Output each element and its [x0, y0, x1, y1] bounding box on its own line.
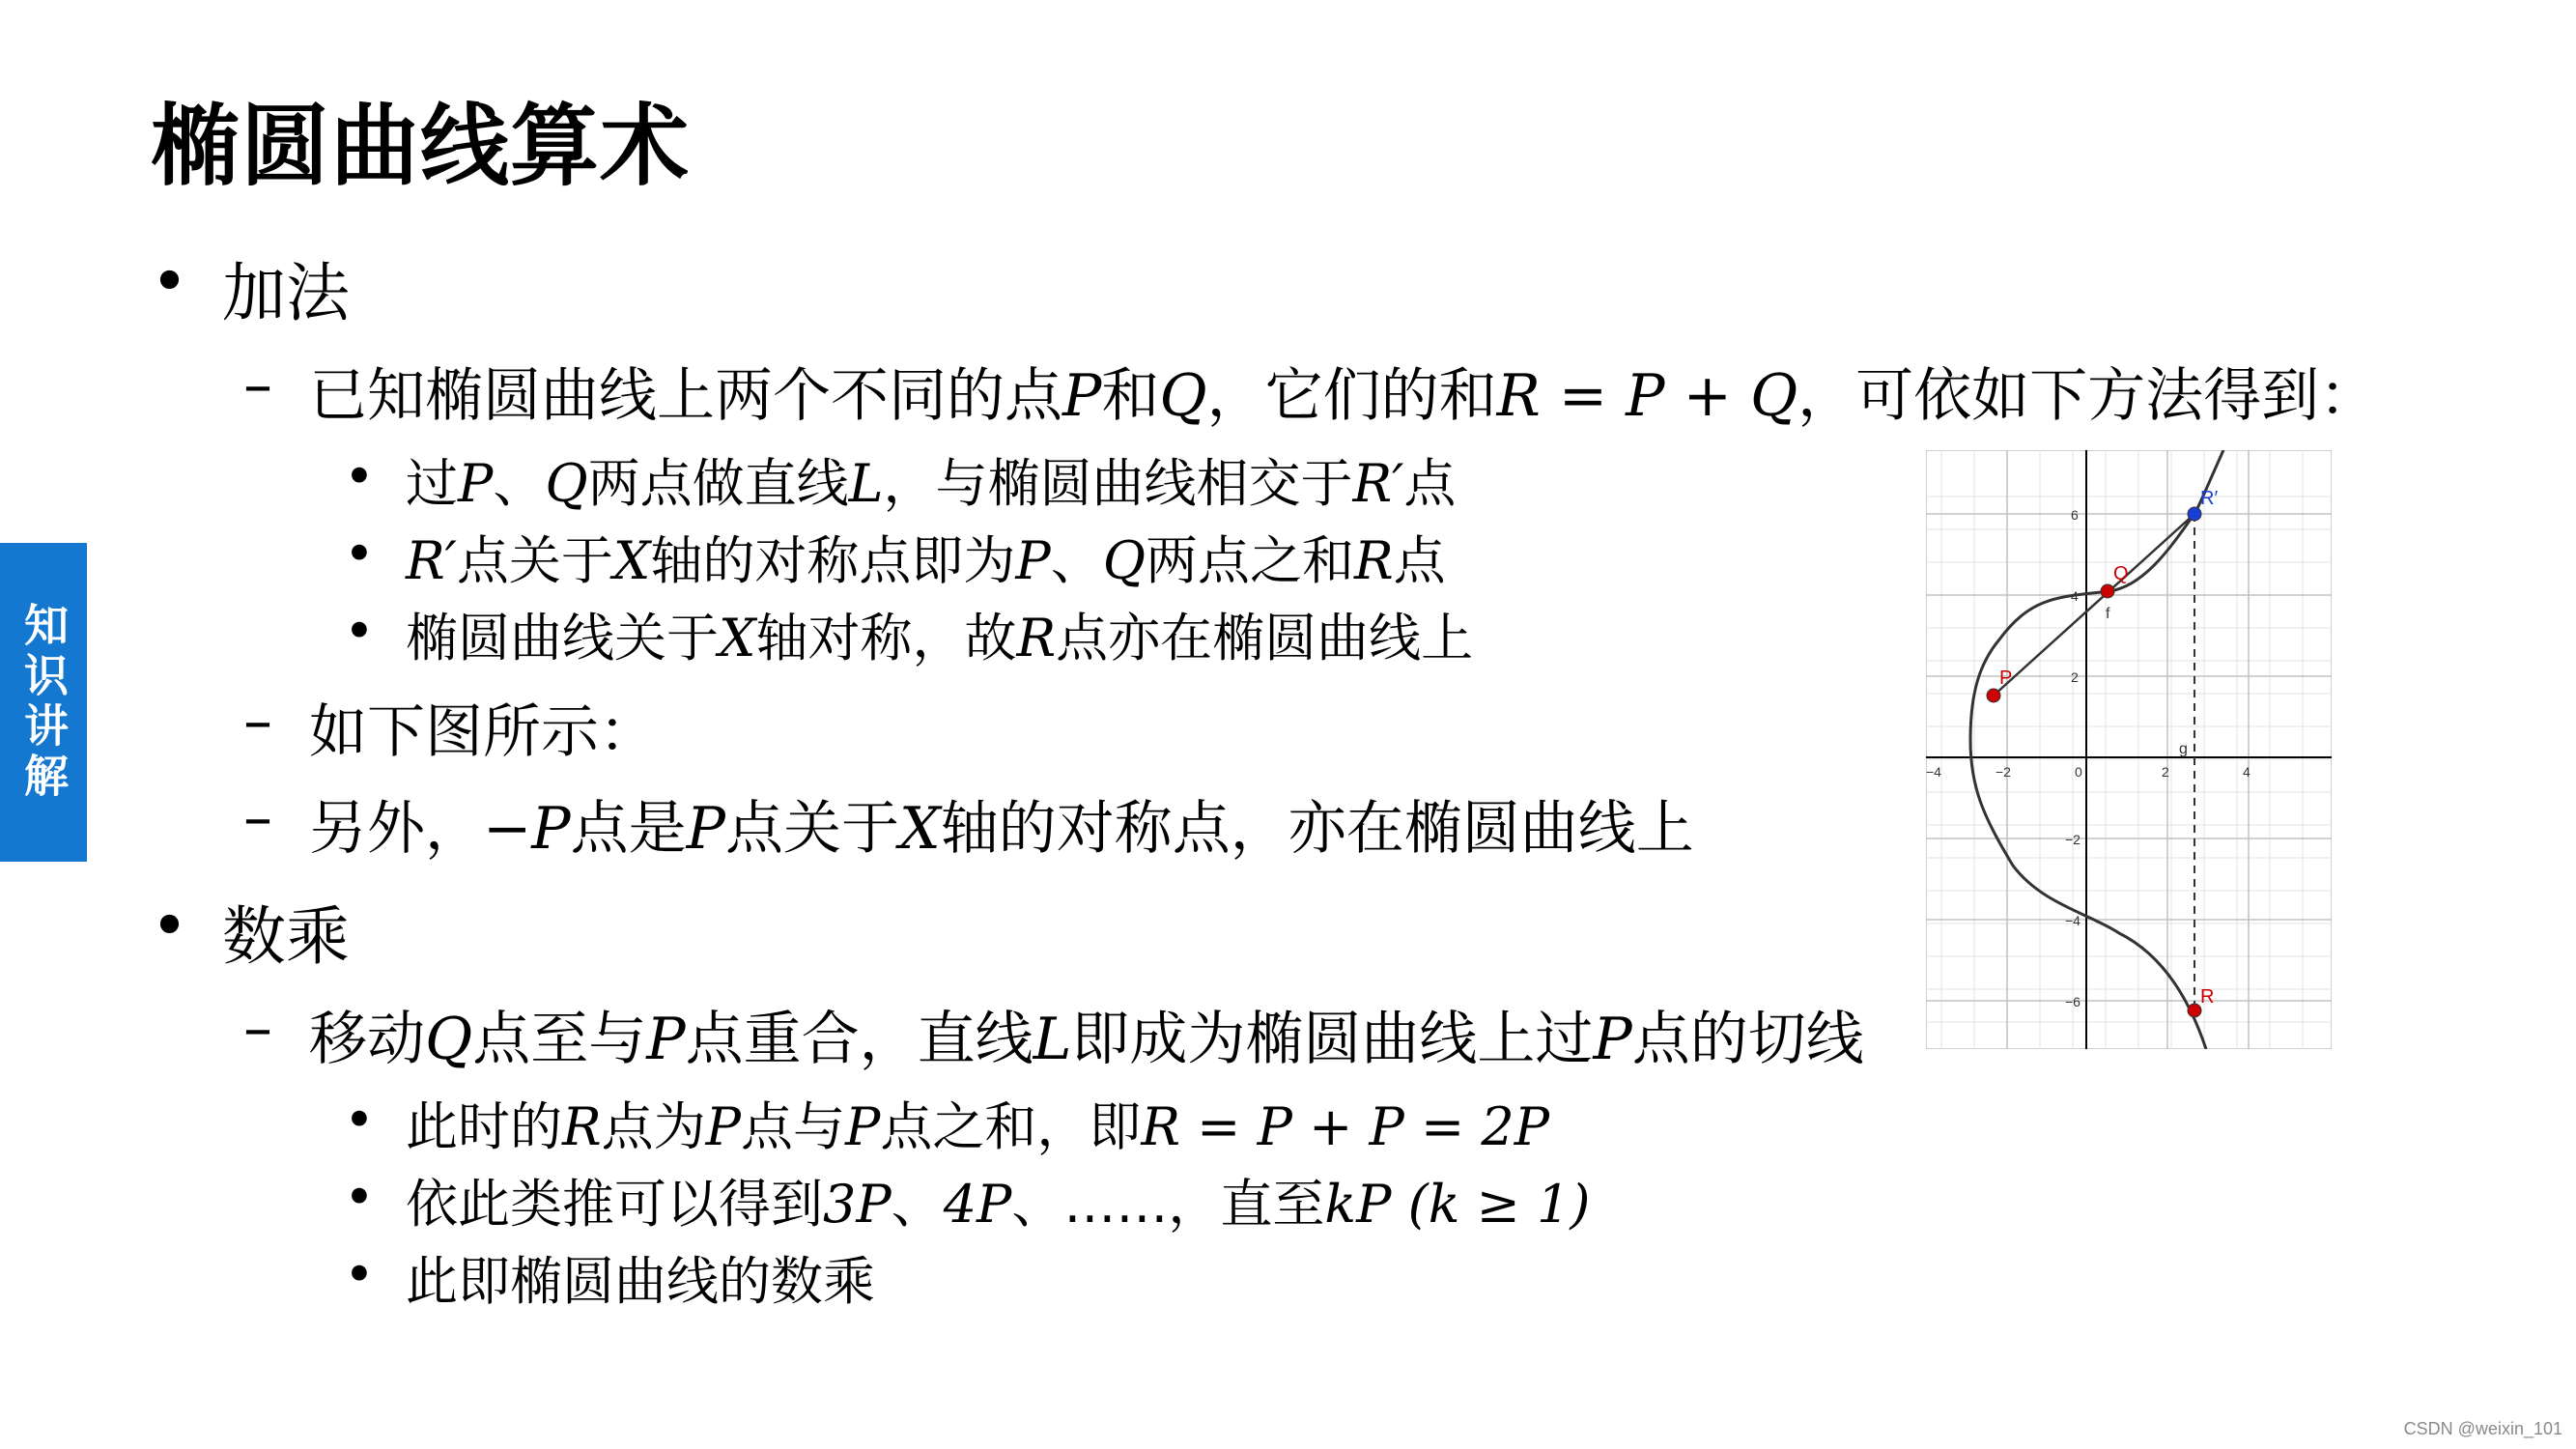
add-intro-line: [309, 350, 2377, 433]
label-r: R: [2200, 986, 2215, 1008]
bullet-addition: •: [151, 244, 188, 319]
add-step2-line: [406, 520, 1446, 594]
add-step2-j: 点: [1393, 530, 1446, 591]
y-tick-neg4: −4: [2065, 913, 2081, 928]
add-step3-r: R: [1016, 608, 1057, 668]
mul-step1-r: R: [562, 1096, 602, 1157]
bullet-mul-step3: •: [344, 1244, 375, 1305]
dash-add-intro: –: [243, 352, 272, 419]
mul-step1-c: 点为: [601, 1096, 706, 1157]
mul-intro-i: 点的切线: [1631, 1006, 1864, 1073]
add-neg-a: 另外，: [309, 795, 483, 863]
watermark: CSDN @weixin_101: [2403, 1419, 2562, 1438]
add-neg-line: [309, 782, 1694, 866]
mul-intro-g: 即成为椭圆曲线上过: [1071, 1006, 1594, 1073]
mul-step1-p2: P: [845, 1096, 881, 1157]
point-r-prime: [2188, 507, 2201, 521]
add-step2-h: 两点之和: [1146, 530, 1354, 591]
add-fig-line: 如下图所示：: [309, 698, 657, 766]
add-step2-rprime: R′: [406, 530, 457, 591]
add-step3-e: 点亦在椭圆曲线上: [1056, 608, 1474, 668]
label-p: P: [1999, 668, 2013, 689]
add-intro-math-p: P: [1062, 362, 1102, 430]
label-r-prime: R′: [2200, 488, 2219, 509]
mul-step1-e: 点与: [741, 1096, 846, 1157]
add-step1-line: [406, 442, 1456, 517]
add-step1-e: 两点做直线: [587, 453, 849, 514]
mul-intro-e: 点重合，直线: [685, 1006, 1033, 1073]
mul-intro-c: 点至与: [472, 1006, 647, 1073]
side-tab-label: 知识讲解: [17, 602, 70, 803]
add-step3-line: [406, 597, 1473, 671]
bullet-mul-step2: •: [344, 1167, 375, 1228]
add-neg-c: 点是: [570, 795, 687, 863]
add-intro-math-r: R = P + Q: [1496, 362, 1798, 430]
page-title: 椭圆曲线算术: [151, 95, 691, 198]
label-f: f: [2106, 606, 2110, 622]
add-intro-text-c: 和: [1101, 362, 1160, 430]
mul-step2-a: 依此类推可以得到: [406, 1174, 823, 1235]
elliptic-curve-graph: [1926, 450, 2332, 1049]
add-step2-x: X: [612, 530, 651, 591]
label-q: Q: [2113, 563, 2129, 584]
mul-step1-line: [406, 1086, 1549, 1160]
x-tick-neg4: −4: [1926, 764, 1941, 780]
mul-step1-p: P: [705, 1096, 742, 1157]
add-step3-x: X: [719, 608, 756, 668]
add-step1-l: L: [848, 453, 884, 514]
add-step3-c: 轴对称，故: [755, 608, 1017, 668]
add-neg-e: 点关于: [725, 795, 900, 863]
mul-step2-4p: 4P: [943, 1174, 1012, 1235]
dash-mul-intro: –: [243, 995, 272, 1063]
add-intro-math-q: Q: [1159, 362, 1207, 430]
bullet-mul-step1: •: [344, 1090, 375, 1151]
y-tick-neg2: −2: [2065, 832, 2081, 847]
add-step2-q: Q: [1102, 530, 1146, 591]
add-step2-f: 、: [1050, 530, 1103, 591]
mul-intro-q: Q: [425, 1006, 473, 1073]
add-neg-g: 轴的对称点，亦在椭圆曲线上: [940, 795, 1694, 863]
add-neg-minus-p: −P: [483, 795, 571, 863]
mul-step2-c: 、: [891, 1174, 944, 1235]
x-tick-2: 2: [2162, 764, 2169, 780]
y-tick-6: 6: [2071, 507, 2079, 523]
dash-add-fig: –: [243, 688, 272, 755]
bullet-add-step1: •: [344, 446, 375, 507]
x-tick-0: 0: [2075, 764, 2082, 780]
mul-intro-p: P: [646, 1006, 686, 1073]
add-step1-q: Q: [545, 453, 588, 514]
mul-step1-formula: R = P + P = 2P: [1141, 1096, 1550, 1157]
add-intro-text-a: 已知椭圆曲线上两个不同的点: [309, 362, 1062, 430]
dash-add-neg: –: [243, 784, 272, 852]
add-step1-g: ，与椭圆曲线相交于: [883, 453, 1353, 514]
add-step1-rprime: R′: [1352, 453, 1404, 514]
add-step1-i: 点: [1403, 453, 1457, 514]
add-neg-p: P: [686, 795, 726, 863]
point-q: [2101, 584, 2114, 598]
y-tick-neg6: −6: [2065, 994, 2081, 1009]
add-step1-p: P: [458, 453, 494, 514]
add-step2-d: 轴的对称点即为: [650, 530, 1016, 591]
label-g: g: [2179, 741, 2188, 757]
y-tick-2: 2: [2071, 669, 2079, 685]
add-step1-c: 、: [493, 453, 546, 514]
add-step2-r: R: [1354, 530, 1394, 591]
mul-step2-line: [406, 1163, 1590, 1237]
mul-step1-a: 此时的: [406, 1096, 562, 1157]
x-tick-neg2: −2: [1996, 764, 2011, 780]
mul-step1-g: 点之和，即: [880, 1096, 1142, 1157]
heading-addition: 加法: [222, 256, 350, 330]
graph-frame: [1926, 450, 2332, 1049]
add-intro-text-g: ，可依如下方法得到：: [1798, 362, 2378, 430]
mul-step3-line: 此即椭圆曲线的数乘: [406, 1251, 875, 1312]
mul-intro-p2: P: [1593, 1006, 1632, 1073]
mul-step2-e: 、……，直至: [1011, 1174, 1325, 1235]
add-intro-text-e: ，它们的和: [1206, 362, 1497, 430]
x-tick-4: 4: [2243, 764, 2250, 780]
bullet-multiplication: •: [151, 889, 188, 963]
add-step1-a: 过: [406, 453, 458, 514]
mul-intro-a: 移动: [309, 1006, 425, 1073]
heading-multiplication: 数乘: [222, 899, 350, 974]
bullet-add-step2: •: [344, 524, 375, 584]
add-step3-a: 椭圆曲线关于: [406, 608, 719, 668]
add-neg-x: X: [899, 795, 941, 863]
add-step2-p: P: [1015, 530, 1051, 591]
point-r: [2188, 1004, 2201, 1017]
bullet-add-step3: •: [344, 601, 375, 662]
mul-step2-kp: kP (k ≥ 1): [1324, 1174, 1591, 1235]
mul-step2-3p: 3P: [823, 1174, 892, 1235]
knowledge-tab: [0, 543, 87, 862]
y-tick-4: 4: [2071, 588, 2079, 604]
point-p: [1987, 689, 2000, 702]
add-step2-b: 点关于: [456, 530, 613, 591]
mul-intro-line: [309, 993, 1864, 1076]
mul-intro-l: L: [1033, 1006, 1072, 1073]
